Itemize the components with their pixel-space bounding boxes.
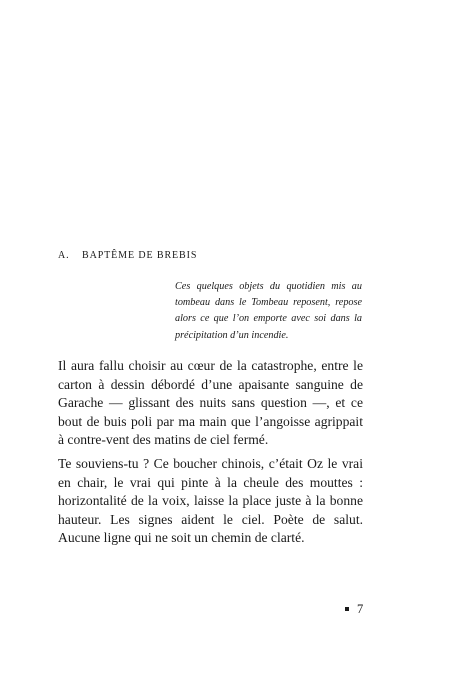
page-number: 7 [357, 602, 364, 616]
section-letter: A. [58, 250, 70, 261]
page-folio [345, 602, 363, 617]
section-heading [58, 250, 197, 261]
body-paragraph-2 [58, 455, 363, 548]
section-title: BAPTÊME DE BREBIS [82, 250, 198, 261]
paragraph-text: Te souviens-tu ? Ce boucher chinois, c’était Oz le vrai en chair, le vrai qui pinte à la cheule des mouttes : horizontalité de la voix, laisse la place juste à la bonne hauteur. Les signes aident le ciel. Poète de salut. Aucune ligne qui ne soit un chemin de clarté. [58, 456, 363, 546]
paragraph-text: Il aura fallu choisir au cœur de la catastrophe, entre le carton à dessin débordé d’une apaisante sanguine de Garache — glissant des nuits sans question —, et ce bout de buis poli par ma main que l’angoisse agrippait à contre-vent des matins de ciel fermé. [58, 358, 363, 448]
folio-bullet-icon [345, 607, 349, 611]
epigraph: Ces quelques objets du quotidien mis au tombeau dans le Tombeau reposent, repose alors ce que l’on emporte avec soi dans la précipitation d’un incendie. [175, 281, 362, 341]
body-paragraph-1 [58, 357, 363, 450]
